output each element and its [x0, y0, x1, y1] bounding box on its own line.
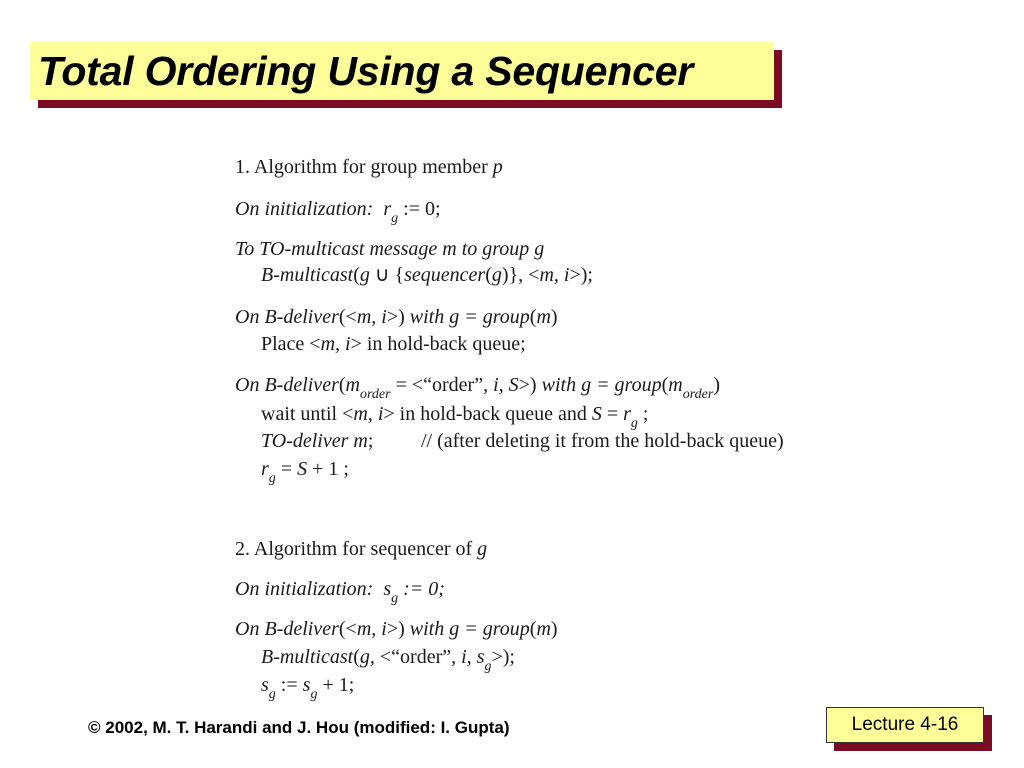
lecture-badge: Lecture 4-16 [826, 707, 984, 743]
algo1-deliver1: On B-deliver(<m, i>) with g = group(m) [235, 306, 558, 328]
algo1-update: $r_g = S + 1$ ; [261, 458, 349, 486]
algo1-heading: 1. Algorithm for group member p [235, 156, 503, 178]
algo2-update: $s_g$ := $s_g + 1$; [261, 674, 355, 702]
title-box [30, 42, 774, 100]
algo1-to-deliver: TO-deliver m; [261, 430, 374, 452]
algo2-init: On initialization: $s_g$ := 0; [235, 578, 445, 606]
algo1-wait: wait until <m, i> in hold-back queue and $S = r_g$ ; [261, 403, 649, 431]
algo1-place: Place <m, i> in hold-back queue; [261, 333, 526, 355]
algo1-init: On initialization: $r_g$ := 0; [235, 198, 441, 226]
slide-title: Total Ordering Using a Sequencer [38, 47, 694, 94]
copyright-footer: © 2002, M. T. Harandi and J. Hou (modified: I. Gupta) [88, 718, 510, 737]
algo2-bmulticast: B-multicast(g, <“order”, i, $s_g>$); [261, 646, 515, 674]
algo1-deliver2: On $B-deliver(m_{order}$ = <“order”, i, S>) with $g = group(m_{order})$ [235, 374, 720, 402]
algo1-comment: // (after deleting it from the hold-back queue) [421, 430, 784, 452]
algo1-to-multicast: To TO-multicast message m to group g [235, 238, 545, 260]
algo2-deliver: On B-deliver(<m, i>) with g = group(m) [235, 618, 558, 640]
algo1-bmulticast: B-multicast(g ∪ {sequencer(g)}, <m, i>); [261, 264, 593, 286]
algo2-heading: 2. Algorithm for sequencer of g [235, 538, 488, 560]
